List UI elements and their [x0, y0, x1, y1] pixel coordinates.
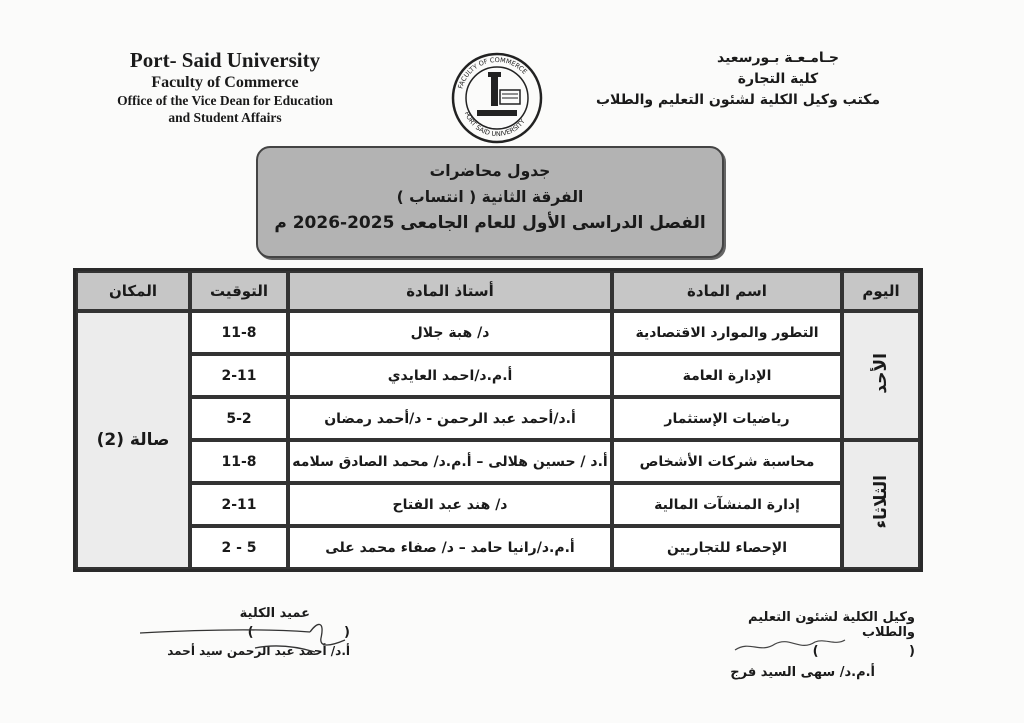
dean-parens: ( ) [247, 625, 350, 640]
faculty-name-ar: كلية التجارة [737, 71, 819, 87]
header-arabic [595, 48, 928, 111]
teacher-cell: أ.د / حسين هلالى – أ.م.د/ محمد الصادق سلامه [288, 440, 612, 483]
dean-title: عميد الكلية [239, 606, 310, 621]
seal-text-bottom: PORT SAID UNIVERSITY [462, 110, 527, 139]
day-cell-tuesday: الثلاثاء [842, 440, 920, 569]
faculty-name-en: Faculty of Commerce [151, 74, 299, 91]
table-row [76, 483, 920, 526]
header-teacher: أستاذ المادة [288, 271, 612, 311]
office-line2-en: and Student Affairs [168, 110, 282, 125]
seal-text-top: FACULTY OF COMMERCE [456, 55, 529, 90]
time-cell: 2-11 [190, 354, 288, 397]
table-row [76, 354, 920, 397]
teacher-cell: د/ هند عبد الفتاح [288, 483, 612, 526]
table-row [76, 440, 920, 483]
subject-cell: التطور والموارد الاقتصادية [612, 311, 842, 354]
dean-name: أ.د/ أحمد عبد الرحمن سيد أحمد [167, 644, 350, 658]
time-cell: 5-2 [190, 397, 288, 440]
time-cell: 11-8 [190, 440, 288, 483]
vice-dean-title: وكيل الكلية لشئون التعليم والطلاب [748, 610, 915, 640]
office-line1-en: Office of the Vice Dean for Education [117, 93, 333, 108]
teacher-cell: أ.م.د/احمد العايدي [288, 354, 612, 397]
university-name-ar: جـامـعـة بـورسعيد [717, 50, 839, 66]
table-header-row [76, 271, 920, 311]
faculty-seal-logo [451, 52, 543, 144]
time-cell: 11-8 [190, 311, 288, 354]
office-name-ar: مكتب وكيل الكلية لشئون التعليم والطلاب [595, 92, 880, 108]
subject-cell: الإدارة العامة [612, 354, 842, 397]
schedule-title-box [256, 146, 724, 258]
time-cell: 2-11 [190, 483, 288, 526]
teacher-cell: د/ هبة جلال [288, 311, 612, 354]
header-day: اليوم [842, 271, 920, 311]
schedule-table [73, 268, 923, 572]
teacher-cell: أ.د/أحمد عبد الرحمن - د/أحمد رمضان [288, 397, 612, 440]
vice-dean-parens: ( ) [812, 644, 915, 659]
title-line2: الفرقة الثانية ( انتساب ) [396, 188, 584, 206]
title-line1: جدول محاضرات [429, 162, 551, 180]
header-english [80, 48, 370, 126]
teacher-cell: أ.م.د/رانيا حامد – د/ صفاء محمد على [288, 526, 612, 569]
subject-cell: رياضيات الإستثمار [612, 397, 842, 440]
dean-signature-scribble [135, 618, 355, 658]
table-row [76, 397, 920, 440]
header-subject: اسم المادة [612, 271, 842, 311]
header-time: التوقيت [190, 271, 288, 311]
vice-dean-signature-scribble [730, 632, 850, 662]
subject-cell: إدارة المنشآت المالية [612, 483, 842, 526]
title-line3: الفصل الدراسى الأول للعام الجامعى 2025-2026 م [274, 213, 706, 233]
vice-dean-name: أ.م.د/ سهى السيد فرج [730, 665, 875, 680]
subject-cell: الإحصاء للتجاريين [612, 526, 842, 569]
subject-cell: محاسبة شركات الأشخاص [612, 440, 842, 483]
time-cell: 5 - 2 [190, 526, 288, 569]
table-row [76, 526, 920, 569]
place-cell: صالة (2) [76, 311, 190, 569]
table-row [76, 311, 920, 354]
header-place: المكان [76, 271, 190, 311]
university-name-en: Port- Said University [129, 48, 321, 72]
day-cell-sunday: الأحد [842, 311, 920, 440]
